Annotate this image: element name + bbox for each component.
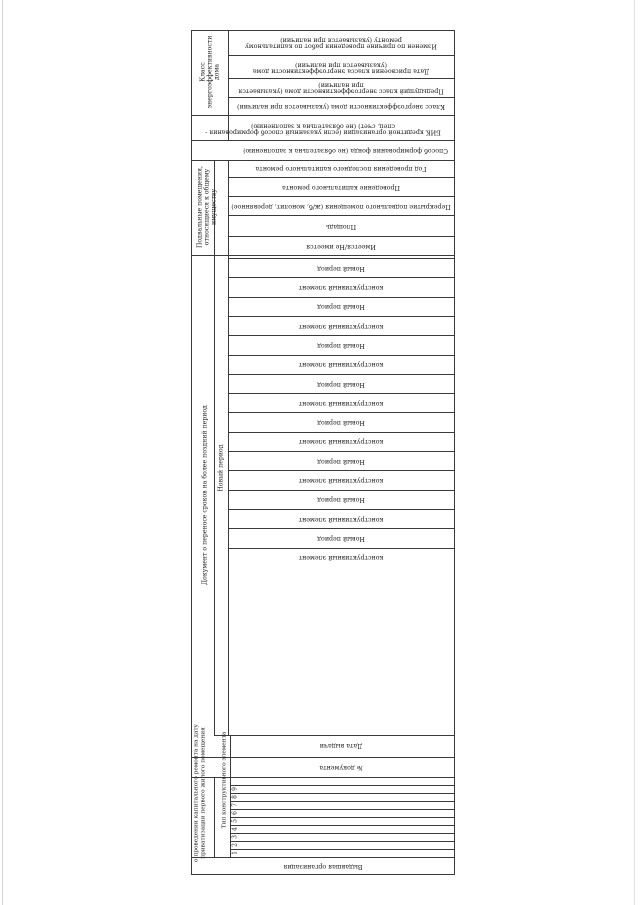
period-row-line (228, 412, 455, 413)
fund-row: Способ формирования фонда (не обязательна к заполнению) (243, 147, 448, 155)
new-period-label: Новый период (317, 380, 365, 388)
structural-element-label: конструктивный элемент (298, 515, 384, 523)
period-row-line (228, 277, 455, 278)
basement-row-ceiling: Перекрытие подвального помещения (ж/б, монолит, деревянное) (231, 203, 451, 211)
element-type-row-line (230, 793, 455, 794)
period-row-line (228, 297, 455, 298)
doc-number: № документа (319, 764, 363, 772)
structural-element-label: конструктивный элемент (298, 284, 384, 292)
new-period-label: Новый период (317, 303, 365, 311)
basement-row-presence: Имеется/Не имеется (306, 243, 376, 251)
period-row-line (228, 393, 455, 394)
bank-row: БИК кредитной организации (если указанный способ формирования - спец. счет) (не обязательна к заполнению) (205, 122, 441, 136)
element-type-number: 4 (231, 827, 239, 831)
scan-margin-line (634, 0, 635, 905)
element-type-number: 5 (231, 819, 239, 823)
repair-group-title: о проведении капитального ремонта на дату приватизации первого жилого помещения (193, 724, 206, 862)
element-type-number: 3 (231, 835, 239, 839)
energy-row-4: Класс энергоэффективности дома (указывается при наличии) (237, 103, 445, 111)
period-row-line (228, 509, 455, 510)
period-row-line (228, 355, 455, 356)
doc-issue-date: Дата выдачи (319, 742, 363, 750)
element-type-row-line (230, 809, 455, 810)
new-period-label: Новый период (317, 419, 365, 427)
doc-subtitle: Новый период (217, 444, 225, 492)
element-type-row-line (230, 785, 455, 786)
period-row-line (228, 432, 455, 433)
basement-group-title: Подвальные помещения, относящиеся к общему имуществу (196, 166, 218, 248)
energy-row-3: Предыдущий класс энергоэффективности дома (указывается при наличии) (238, 81, 444, 95)
element-type-number: 9 (231, 787, 239, 791)
element-type-number: 1 (231, 851, 239, 855)
period-row-line (228, 470, 455, 471)
period-row-line (228, 316, 455, 317)
element-type-row-line (230, 825, 455, 826)
period-row-line (228, 528, 455, 529)
scan-margin-line (2, 0, 3, 905)
structural-element-label: конструктивный элемент (298, 322, 384, 330)
element-type-number: 7 (231, 803, 239, 807)
element-type-number: 2 (231, 843, 239, 847)
structural-element-label: конструктивный элемент (298, 477, 384, 485)
new-period-label: Новый период (317, 535, 365, 543)
new-period-label: Новый период (317, 342, 365, 350)
energy-row-1: Изменен по причине проведения работ по капитальному ремонту (указывается при наличии) (245, 36, 437, 50)
element-type-row-line (230, 833, 455, 834)
period-row-line (228, 258, 455, 259)
structural-element-label: конструктивный элемент (298, 554, 384, 562)
element-type-number: 8 (231, 795, 239, 799)
period-row-line (228, 490, 455, 491)
structural-element-label: конструктивный элемент (298, 438, 384, 446)
element-type-row-line (230, 849, 455, 850)
basement-row-repair: Проведение капитального ремонта (281, 184, 401, 192)
basement-row-area: Площадь (325, 223, 357, 231)
type-label: Тип конструктивного элемента (221, 731, 228, 829)
new-period-label: Новый период (317, 264, 365, 272)
energy-group-title: Класс энергоэффективности дома (199, 35, 221, 109)
doc-group-title: Документ о переносе сроков на более поздний период (201, 405, 209, 585)
issuer-label: Выдавшая организация (283, 863, 363, 871)
new-period-label: Новый период (317, 496, 365, 504)
energy-row-2: Дата присвоения класса энергоэффективности дома (указывается при наличии) (252, 61, 430, 75)
period-row-line (228, 451, 455, 452)
element-type-row-line (230, 817, 455, 818)
period-row-line (228, 548, 455, 549)
structural-element-label: конструктивный элемент (298, 399, 384, 407)
element-type-row-line (230, 801, 455, 802)
element-type-row-line (230, 841, 455, 842)
basement-row-year: Год проведения последнего капитального ремонта (255, 165, 427, 173)
structural-element-label: конструктивный элемент (298, 361, 384, 369)
period-row-line (228, 374, 455, 375)
new-period-label: Новый период (317, 457, 365, 465)
period-row-line (228, 335, 455, 336)
element-type-number: 6 (231, 811, 239, 815)
